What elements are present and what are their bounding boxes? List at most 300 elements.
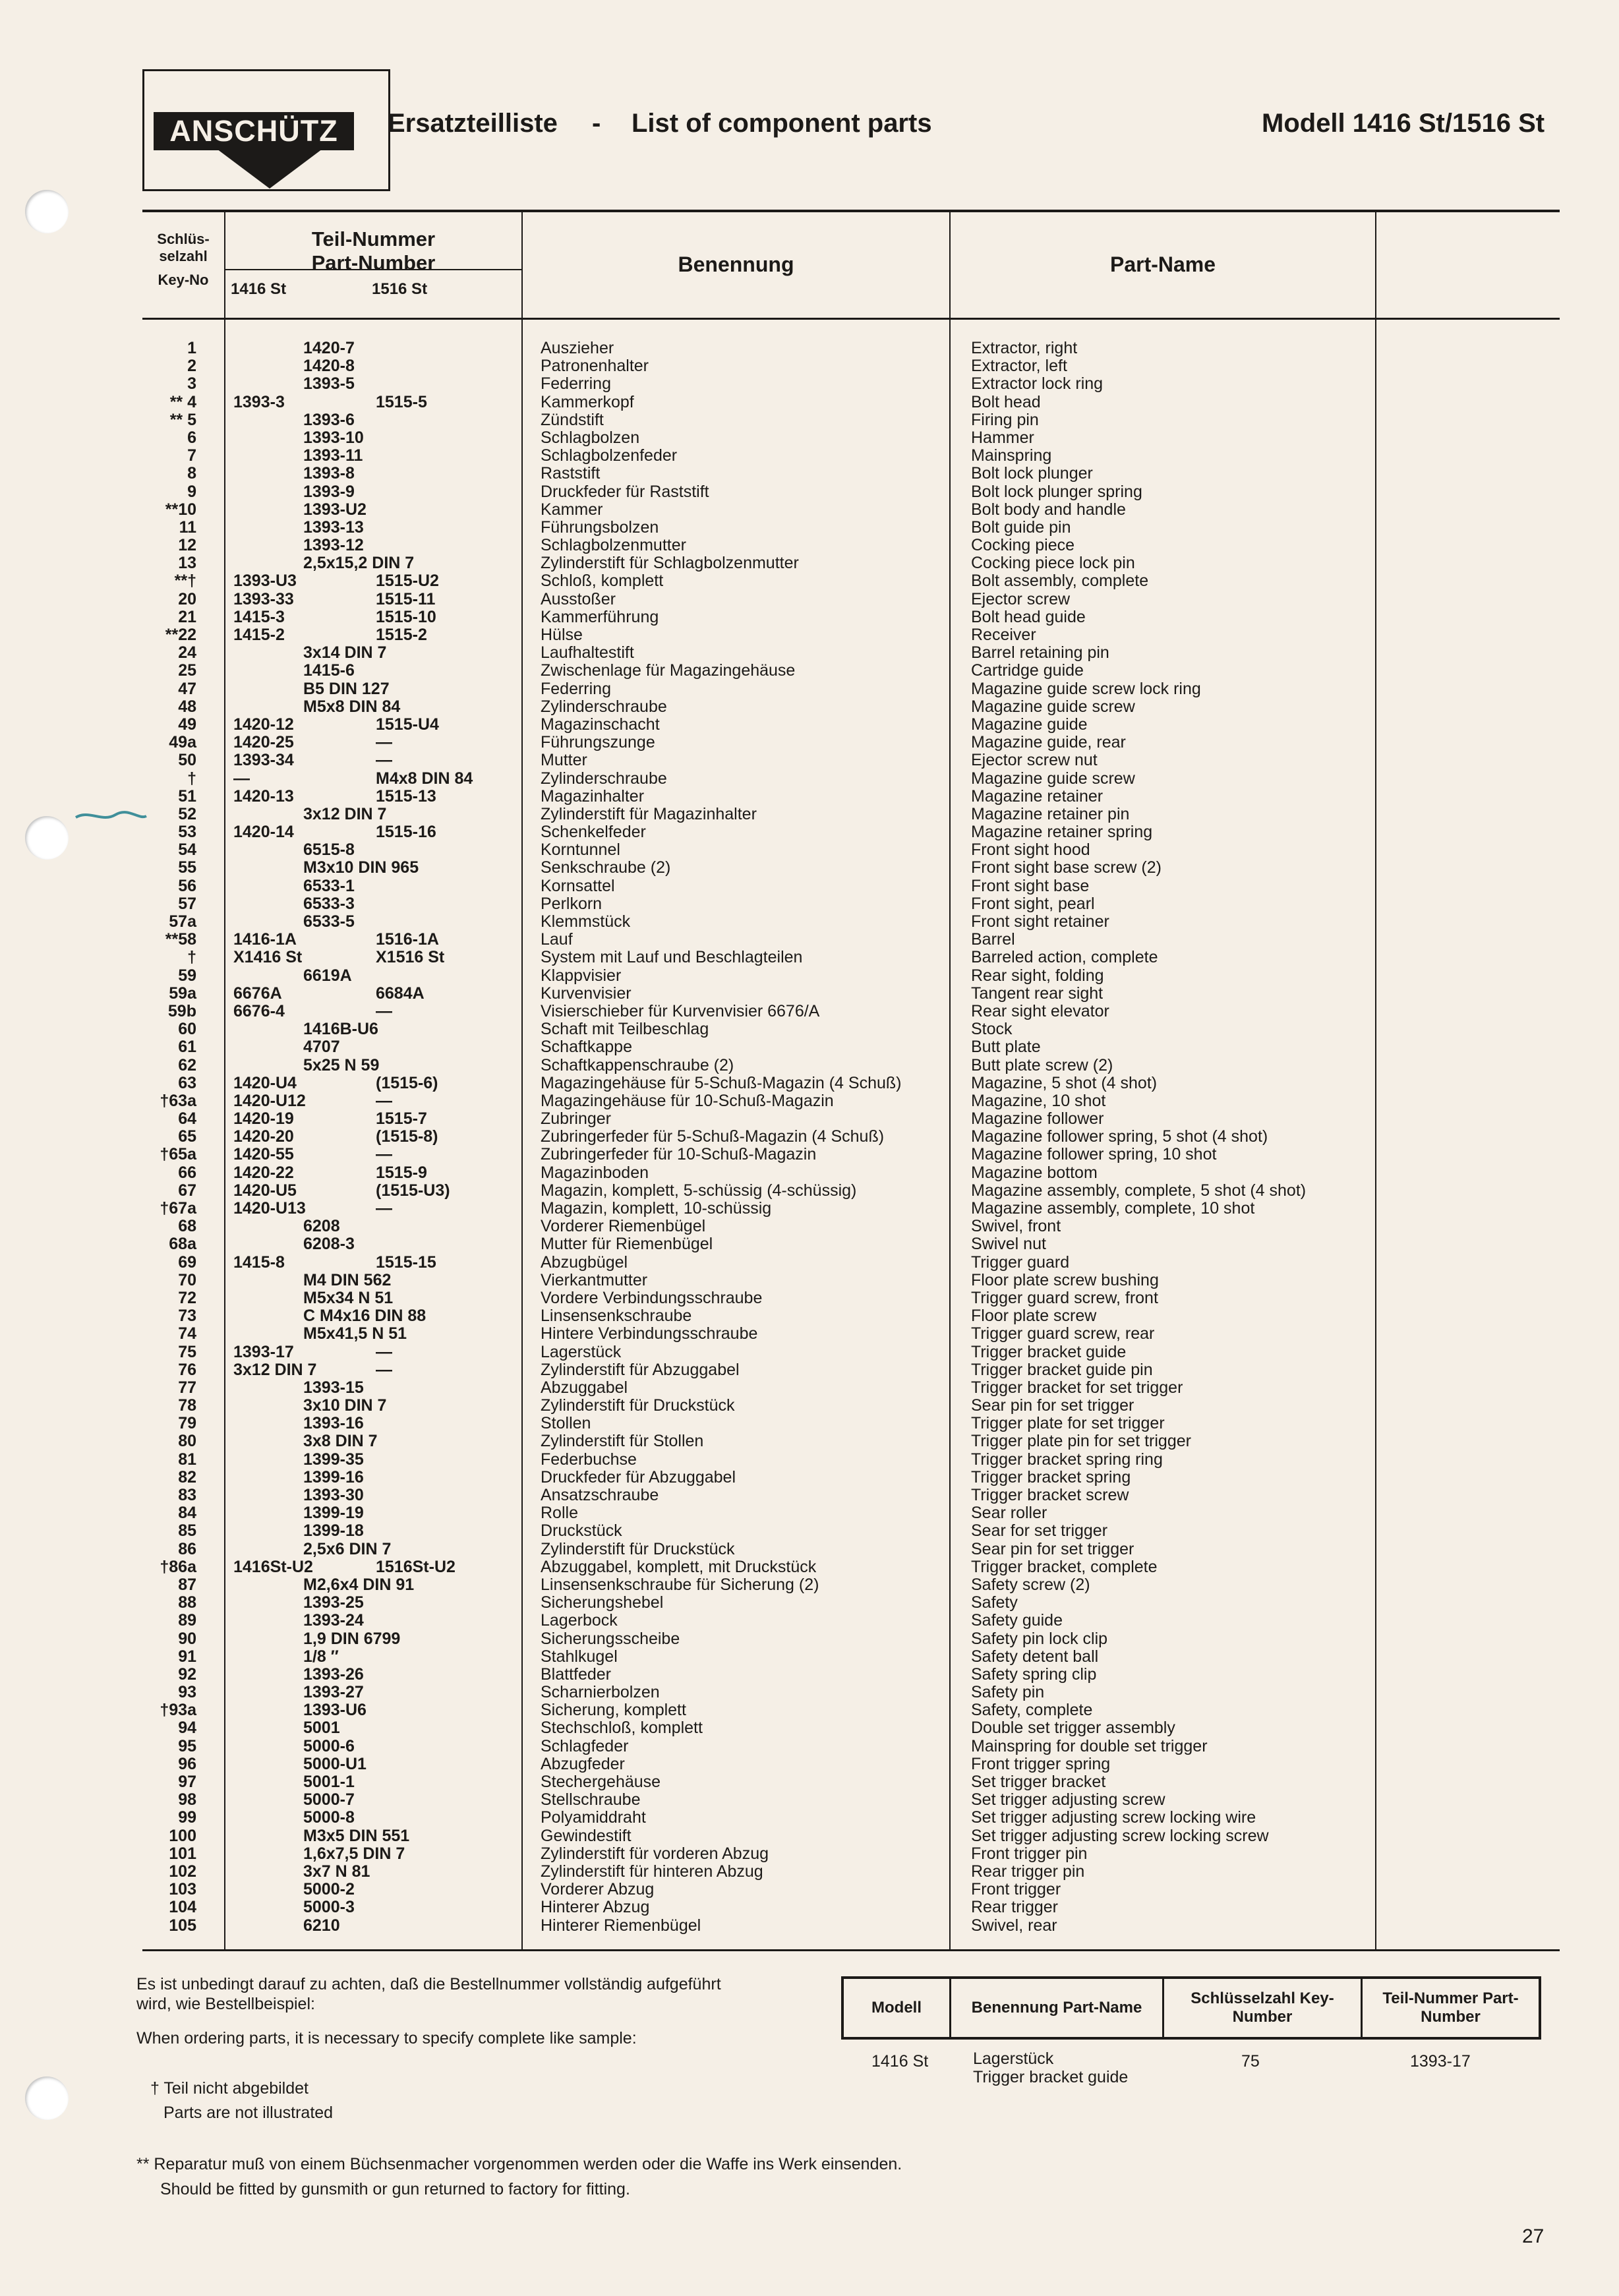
table-row (144, 339, 1396, 357)
part-number-common: B5 DIN 127 (303, 679, 390, 698)
table-row (144, 447, 1396, 465)
part-name-en: Trigger plate pin for set trigger (971, 1432, 1191, 1451)
part-key: 81 (178, 1450, 196, 1469)
part-name-de: Federring (541, 374, 611, 394)
part-name-de: Schlagfeder (541, 1736, 629, 1755)
part-name-de: Gewindestift (541, 1826, 632, 1845)
part-name-de: Hinterer Riemenbügel (541, 1916, 701, 1935)
part-name-en: Bolt lock plunger spring (971, 482, 1142, 501)
part-number-1416: 1420-14 (233, 823, 294, 842)
header-part-name: Part-Name (1109, 252, 1216, 276)
part-name-en: Barrel (971, 930, 1015, 949)
part-name-en: Front sight, pearl (971, 894, 1095, 913)
part-key: 8 (187, 464, 196, 483)
part-key: 69 (178, 1252, 196, 1272)
table-row (144, 1791, 1396, 1809)
part-name-de: Zubringer (541, 1109, 611, 1129)
part-name-de: Schaftkappenschraube (2) (541, 1055, 734, 1074)
part-name-en: Magazine bottom (971, 1163, 1098, 1182)
table-row (144, 1415, 1396, 1432)
table-row (144, 1289, 1396, 1307)
part-number-1516: 1515-2 (376, 626, 427, 644)
part-name-en: Safety detent ball (971, 1647, 1099, 1666)
part-number-common: 1/8 ″ (303, 1647, 339, 1666)
part-name-de: Stechschloß, komplett (541, 1719, 703, 1738)
part-name-en: Swivel, front (971, 1217, 1061, 1236)
sample-order-table (841, 1976, 1541, 2040)
table-row (144, 913, 1396, 931)
table-row (144, 357, 1396, 375)
table-row (144, 411, 1396, 429)
table-bottom-rule (142, 1949, 1560, 1951)
part-name-de: System mit Lauf und Beschlagteilen (541, 948, 803, 967)
table-header-rule (142, 318, 1560, 320)
table-row (144, 1827, 1396, 1845)
part-number-1516: — (376, 1001, 392, 1020)
table-row (144, 1899, 1396, 1916)
part-key: 59a (169, 984, 196, 1003)
part-name-en: Bolt head (971, 392, 1041, 411)
part-name-de: Schenkelfeder (541, 823, 646, 842)
part-name-de: Schlagbolzenmutter (541, 536, 686, 555)
part-name-de: Lagerbock (541, 1611, 618, 1630)
part-key: 91 (178, 1647, 196, 1666)
part-number-common: 6533-3 (303, 894, 355, 913)
part-name-en: Ejector screw nut (971, 751, 1098, 770)
table-row (144, 788, 1396, 806)
part-key: **22 (165, 626, 196, 644)
table-row (144, 1881, 1396, 1899)
part-key: 25 (178, 661, 196, 680)
part-name-en: Magazine retainer (971, 786, 1104, 806)
part-key: 61 (178, 1038, 196, 1057)
part-name-de: Vorderer Riemenbügel (541, 1217, 706, 1236)
model-title: Modell 1416 St/1516 St (1262, 109, 1545, 138)
part-number-common: 1,6x7,5 DIN 7 (303, 1844, 405, 1863)
part-key: 7 (187, 446, 196, 465)
part-name-de: Magazinschacht (541, 715, 660, 734)
part-name-de: Lauf (541, 930, 573, 949)
part-number-common: 6533-1 (303, 876, 355, 895)
table-row (144, 1648, 1396, 1666)
part-name-de: Schloß, komplett (541, 572, 664, 591)
table-row (144, 949, 1396, 966)
header-part-en: Part-Number (311, 251, 436, 274)
part-number-1416: 1420-12 (233, 715, 294, 734)
header-variant-a: 1416 St (231, 280, 287, 298)
part-number-common: M5x34 N 51 (303, 1288, 394, 1307)
part-name-de: Raststift (541, 464, 601, 483)
part-number-common: 3x14 DIN 7 (303, 643, 387, 662)
part-number-1416: 1420-19 (233, 1109, 294, 1129)
part-name-en: Safety pin (971, 1683, 1045, 1702)
part-name-de: Hinterer Abzug (541, 1898, 650, 1917)
part-name-de: Magazinhalter (541, 786, 645, 806)
part-key: 92 (178, 1664, 196, 1684)
part-name-en: Hammer (971, 428, 1034, 447)
part-name-en: Magazine follower spring, 10 shot (971, 1145, 1217, 1164)
table-row (144, 841, 1396, 859)
part-key: 68a (169, 1235, 196, 1254)
table-row (144, 1432, 1396, 1450)
part-number-1416: 1415-2 (233, 626, 285, 644)
table-row (144, 1719, 1396, 1737)
brand-logo-text: ANSCHÜTZ (154, 112, 354, 150)
part-name-de: Laufhaltestift (541, 643, 634, 662)
part-key: 72 (178, 1288, 196, 1307)
table-row (144, 1863, 1396, 1881)
part-key: 74 (178, 1324, 196, 1343)
part-key: 87 (178, 1575, 196, 1594)
part-name-de: Schlagbolzen (541, 428, 640, 447)
header-benennung: Benennung (678, 252, 794, 276)
part-name-en: Trigger guard screw, rear (971, 1324, 1155, 1343)
table-row (144, 1738, 1396, 1755)
part-number-1416: 1393-3 (233, 392, 285, 411)
part-key: 11 (179, 517, 196, 537)
part-name-de: Zylinderstift für Magazinhalter (541, 804, 757, 823)
table-row (144, 1272, 1396, 1289)
part-name-de: Zündstift (541, 410, 604, 429)
part-name-en: Swivel nut (971, 1235, 1046, 1254)
table-row (144, 895, 1396, 913)
part-name-de: Sicherungshebel (541, 1593, 664, 1612)
table-row (144, 1755, 1396, 1773)
part-name-de: Stahlkugel (541, 1647, 618, 1666)
part-key: 103 (169, 1880, 196, 1899)
part-name-de: Vorderer Abzug (541, 1880, 655, 1899)
part-number-common: 3x8 DIN 7 (303, 1432, 378, 1451)
part-key: 100 (169, 1826, 196, 1845)
title-en: List of component parts (632, 109, 932, 138)
part-key: 1 (187, 339, 196, 357)
part-key: 24 (178, 643, 196, 662)
part-number-1416: X1416 St (233, 948, 303, 967)
part-key: 76 (178, 1360, 196, 1379)
table-row (144, 770, 1396, 788)
part-name-de: Druckfeder für Raststift (541, 482, 709, 501)
table-row (144, 1164, 1396, 1182)
part-name-de: Stollen (541, 1414, 591, 1433)
table-row (144, 1020, 1396, 1038)
table-row (144, 1809, 1396, 1827)
part-name-en: Safety (971, 1593, 1018, 1612)
part-key: 94 (178, 1719, 196, 1738)
part-key: 84 (178, 1504, 196, 1523)
footnote-stars-en: Should be fitted by gunsmith or gun returned to factory for fitting. (160, 2180, 630, 2198)
part-name-en: Floor plate screw bushing (971, 1270, 1159, 1289)
part-key: 93 (178, 1683, 196, 1702)
part-key: 57a (169, 912, 196, 931)
part-number-common: C M4x16 DIN 88 (303, 1307, 427, 1326)
part-name-de: Zylinderstift für Abzuggabel (541, 1360, 740, 1379)
part-number-1416: 1420-U12 (233, 1091, 306, 1110)
part-name-de: Blattfeder (541, 1664, 612, 1684)
table-row (144, 375, 1396, 393)
part-name-en: Extractor, left (971, 357, 1067, 376)
table-top-rule (142, 210, 1560, 212)
part-key: 56 (178, 876, 196, 895)
part-name-de: Magazin, komplett, 10-schüssig (541, 1199, 772, 1218)
table-row (144, 1235, 1396, 1253)
part-number-1416: 1415-8 (233, 1252, 285, 1272)
part-number-1516: (1515-6) (376, 1073, 438, 1092)
part-name-de: Ausstoßer (541, 589, 616, 608)
part-key: 53 (178, 823, 196, 842)
part-name-en: Cocking piece lock pin (971, 554, 1135, 573)
part-number-common: 1393-24 (303, 1611, 364, 1630)
table-row (144, 1343, 1396, 1361)
table-row (144, 572, 1396, 590)
part-number-common: 1393-13 (303, 517, 364, 537)
table-row (144, 1003, 1396, 1020)
part-number-common: 1393-15 (303, 1378, 364, 1397)
part-number-1516: — (376, 751, 392, 770)
part-name-en: Cartridge guide (971, 661, 1084, 680)
part-name-de: Zylinderstift für Schlagbolzenmutter (541, 554, 799, 573)
part-number-common: 1399-18 (303, 1521, 364, 1541)
part-number-common: 1393-10 (303, 428, 364, 447)
table-row (144, 1038, 1396, 1056)
table-row (144, 716, 1396, 734)
part-name-en: Trigger bracket guide (971, 1342, 1127, 1361)
part-name-en: Magazine retainer pin (971, 804, 1130, 823)
part-name-en: Trigger bracket guide pin (971, 1360, 1153, 1379)
part-key: 105 (169, 1916, 196, 1935)
part-key: 104 (169, 1898, 196, 1917)
part-number-common: 1393-5 (303, 374, 355, 394)
part-number-common: 3x10 DIN 7 (303, 1396, 387, 1415)
footnote-stars-de: ** Reparatur muß von einem Büchsenmacher vorgenommen werden oder die Waffe ins Werk einsenden. (136, 2155, 902, 2173)
part-number-1516: 1515-U4 (376, 715, 439, 734)
part-number-common: 1,9 DIN 6799 (303, 1629, 401, 1648)
table-row (144, 501, 1396, 519)
part-number-common: 4707 (303, 1038, 340, 1057)
part-number-1416: 1393-17 (233, 1342, 294, 1361)
part-number-1516: — (376, 1199, 392, 1218)
part-key: 49 (178, 715, 196, 734)
part-number-1516: 1515-U2 (376, 572, 439, 591)
table-row (144, 1451, 1396, 1469)
part-name-en: Trigger bracket for set trigger (971, 1378, 1183, 1397)
part-name-en: Bolt lock plunger (971, 464, 1093, 483)
part-name-de: Schaftkappe (541, 1038, 632, 1057)
part-name-en: Trigger plate for set trigger (971, 1414, 1165, 1433)
part-name-en: Magazine guide, rear (971, 733, 1126, 752)
part-name-en: Set trigger adjusting screw (971, 1790, 1165, 1810)
part-number-common: 3x12 DIN 7 (303, 804, 387, 823)
table-row (144, 806, 1396, 823)
table-row (144, 1110, 1396, 1128)
table-row (144, 1773, 1396, 1791)
part-name-en: Rear sight, folding (971, 966, 1104, 985)
part-name-de: Kammer (541, 500, 603, 519)
part-name-en: Trigger bracket screw (971, 1486, 1129, 1504)
part-key: **10 (165, 500, 196, 519)
part-number-common: M3x5 DIN 551 (303, 1826, 410, 1845)
part-key: 97 (178, 1773, 196, 1791)
part-name-de: Lagerstück (541, 1342, 622, 1361)
part-name-de: Führungsbolzen (541, 517, 659, 537)
part-number-common: 6533-5 (303, 912, 355, 931)
part-number-1416: — (233, 769, 250, 788)
part-number-common: 1393-30 (303, 1486, 364, 1504)
part-number-common: 6619A (303, 966, 352, 985)
part-name-en: Front trigger spring (971, 1754, 1111, 1773)
part-number-common: 1393-11 (303, 446, 363, 465)
part-number-common: 1416B-U6 (303, 1020, 378, 1039)
part-name-en: Ejector screw (971, 589, 1071, 608)
part-number-1516: 1516St-U2 (376, 1557, 456, 1576)
part-number-1516: — (376, 1145, 392, 1164)
part-number-1416: 1420-22 (233, 1163, 294, 1182)
table-row (144, 1397, 1396, 1415)
part-name-de: Federbuchse (541, 1450, 637, 1469)
part-key: 13 (178, 554, 196, 573)
part-number-common: 1393-8 (303, 464, 355, 483)
part-key: 49a (169, 733, 196, 752)
part-name-en: Butt plate (971, 1038, 1041, 1057)
footnote-dagger-de: † Teil nicht abgebildet (150, 2079, 309, 2098)
part-number-1416: 1416St-U2 (233, 1557, 313, 1576)
part-name-en: Mainspring for double set trigger (971, 1736, 1208, 1755)
part-name-en: Magazine assembly, complete, 5 shot (4 shot) (971, 1181, 1307, 1200)
ordering-note-en: When ordering parts, it is necessary to specify complete like sample: (136, 2029, 637, 2047)
table-row (144, 1917, 1396, 1935)
table-row (144, 1146, 1396, 1163)
part-key: 102 (169, 1862, 196, 1881)
part-name-en: Magazine retainer spring (971, 823, 1153, 842)
part-key: 85 (178, 1521, 196, 1541)
part-key: †86a (160, 1557, 196, 1576)
part-name-en: Extractor lock ring (971, 374, 1104, 394)
sample-modell: 1416 St (871, 2052, 929, 2071)
part-number-1416: 1393-33 (233, 589, 294, 608)
table-row (144, 662, 1396, 680)
table-row (144, 394, 1396, 411)
part-key: 78 (178, 1396, 196, 1415)
sample-key: 75 (1241, 2052, 1260, 2071)
table-row (144, 537, 1396, 554)
sample-name-en: Trigger bracket guide (973, 2068, 1129, 2086)
table-row (144, 1254, 1396, 1272)
part-number-1516: — (376, 1360, 392, 1379)
sample-header-key: Schlüsselzahl Key-Number (1164, 1979, 1363, 2037)
part-name-en: Sear for set trigger (971, 1521, 1108, 1541)
part-name-en: Safety, complete (971, 1701, 1093, 1720)
part-name-en: Sear roller (971, 1504, 1047, 1523)
part-number-common: 1393-9 (303, 482, 355, 501)
part-number-1416: 1420-U5 (233, 1181, 297, 1200)
part-name-de: Klappvisier (541, 966, 622, 985)
part-name-de: Auszieher (541, 339, 614, 357)
part-key: † (187, 769, 196, 788)
table-row (144, 1594, 1396, 1612)
part-key: 79 (178, 1414, 196, 1433)
part-key: 50 (178, 751, 196, 770)
part-name-de: Perlkorn (541, 894, 603, 913)
part-name-de: Zubringerfeder für 10-Schuß-Magazin (541, 1145, 817, 1164)
part-number-1516: M4x8 DIN 84 (376, 769, 473, 788)
part-number-common: 5000-2 (303, 1880, 355, 1899)
part-name-de: Magazingehäuse für 10-Schuß-Magazin (541, 1091, 834, 1110)
header-key-de: Schlüs-selzahl (157, 231, 210, 264)
part-name-de: Zylinderstift für Druckstück (541, 1539, 735, 1558)
part-name-en: Stock (971, 1020, 1013, 1039)
table-row (144, 1128, 1396, 1146)
part-number-common: M5x8 DIN 84 (303, 697, 401, 716)
part-name-en: Rear sight elevator (971, 1001, 1109, 1020)
sample-header-part: Teil-Nummer Part-Number (1382, 1989, 1519, 2026)
part-name-en: Receiver (971, 626, 1036, 644)
part-number-common: 5000-3 (303, 1898, 355, 1917)
part-name-de: Zubringerfeder für 5-Schuß-Magazin (4 Schuß) (541, 1127, 885, 1146)
part-key: 55 (178, 858, 196, 877)
part-name-en: Front sight base screw (2) (971, 858, 1162, 877)
table-row (144, 1504, 1396, 1522)
part-name-de: Ansatzschraube (541, 1486, 659, 1504)
part-key: 59 (178, 966, 196, 985)
part-key: 9 (187, 482, 196, 501)
part-name-en: Magazine guide screw (971, 697, 1135, 716)
part-key: †65a (160, 1145, 196, 1164)
part-name-de: Kurvenvisier (541, 984, 632, 1003)
binder-hole-middle (25, 816, 69, 860)
part-key: **† (174, 572, 196, 591)
table-row (144, 1487, 1396, 1504)
part-name-en: Magazine assembly, complete, 10 shot (971, 1199, 1255, 1218)
part-key: ** 5 (169, 410, 196, 429)
part-number-common: 5000-U1 (303, 1754, 367, 1773)
part-key: 75 (178, 1342, 196, 1361)
part-name-de: Mutter (541, 751, 587, 770)
part-number-1516: 1515-5 (376, 392, 427, 411)
part-key: 77 (178, 1378, 196, 1397)
part-number-common: 6208-3 (303, 1235, 355, 1254)
part-name-de: Zylinderstift für Stollen (541, 1432, 704, 1451)
page-number: 27 (1522, 2225, 1545, 2247)
table-row (144, 1558, 1396, 1576)
ink-scribble (73, 803, 152, 829)
part-number-common: 1393-26 (303, 1664, 364, 1684)
part-name-de: Abzugfeder (541, 1754, 625, 1773)
table-row (144, 1361, 1396, 1379)
part-name-de: Zylinderstift für hinteren Abzug (541, 1862, 763, 1881)
part-name-de: Abzuggabel, komplett, mit Druckstück (541, 1557, 817, 1576)
part-name-en: Safety spring clip (971, 1664, 1097, 1684)
part-key: 66 (178, 1163, 196, 1182)
part-name-en: Magazine guide screw lock ring (971, 679, 1201, 698)
table-row (144, 1576, 1396, 1594)
part-name-de: Klemmstück (541, 912, 631, 931)
part-number-common: M4 DIN 562 (303, 1270, 392, 1289)
title-de: Ersatzteilliste (388, 109, 558, 138)
part-number-common: 1393-U2 (303, 500, 367, 519)
part-key: ** 4 (169, 392, 196, 411)
part-number-common: 2,5x6 DIN 7 (303, 1539, 392, 1558)
table-row (144, 1630, 1396, 1648)
part-key: 70 (178, 1270, 196, 1289)
brand-logo-triangle (217, 149, 322, 190)
part-number-common: 1393-16 (303, 1414, 364, 1433)
binder-hole-bottom (25, 2076, 69, 2120)
part-name-de: Linsensenkschraube für Sicherung (2) (541, 1575, 819, 1594)
part-key: 48 (178, 697, 196, 716)
table-row (144, 859, 1396, 877)
part-number-common: 1399-16 (303, 1467, 364, 1487)
part-name-de: Rolle (541, 1504, 578, 1523)
part-number-common: 3x7 N 81 (303, 1862, 370, 1881)
